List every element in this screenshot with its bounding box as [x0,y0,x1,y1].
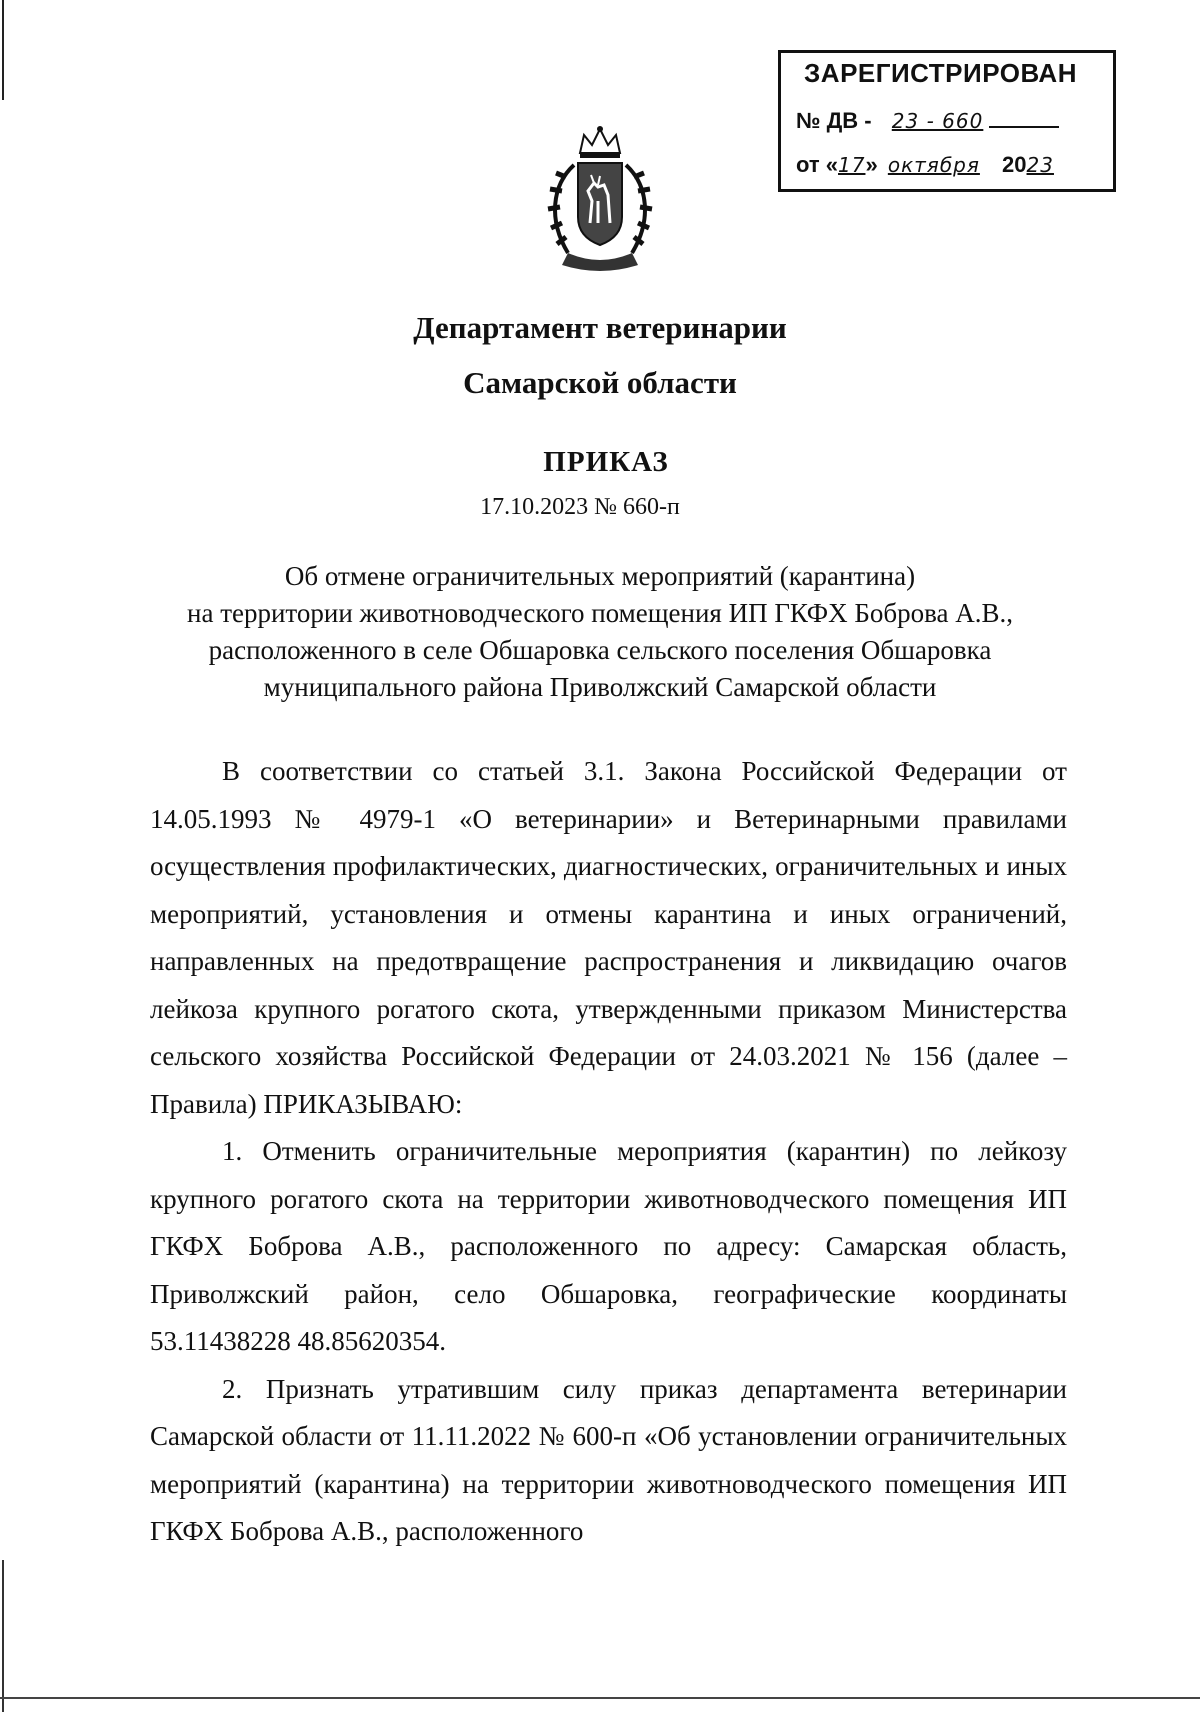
stamp-date-century: 20 [1002,152,1027,177]
stamp-date-row [796,152,1054,178]
registration-stamp [778,50,1114,190]
document-body [150,748,1067,1556]
scan-bottom-edge [0,1697,1200,1699]
document-type: ПРИКАЗ [543,446,669,478]
coat-of-arms-icon [538,125,662,275]
title-line: Об отмене ограничительных мероприятий (карантина) [284,561,916,591]
stamp-date-day: 17 [838,153,866,177]
document-title [120,558,1080,706]
stamp-number-value: 23 - 660 [891,109,984,133]
title-line: расположенного в селе Обшаровка сельского поселения Обшаровка [208,635,992,665]
scan-edge-mark [2,1560,4,1712]
stamp-date-mid: » [865,152,878,177]
department-name-line1: Департамент ветеринарии [413,310,787,345]
stamp-date-prefix: от « [796,152,839,177]
order-item-2: 2. Признать утратившим силу приказ департамента ветеринарии Самарской области от 11.11.2022 № 600-п «Об установлении ограничительных мероприятий (карантина) на территории животноводческого помещения ИП ГКФХ Боброва А.В., расположенного [150,1373,1067,1546]
order-item-1: 1. Отменить ограничительные мероприятия (карантин) по лейкозу крупного рогатого скота на территории животноводческого помещения ИП ГКФХ Боброва А.В., расположенного по адресу: Самарская область, Приволжский район, село Обшаровка, географические координаты 53.11438228 48.85620354. [150,1136,1067,1356]
coat-of-arms-emblem [538,125,662,275]
title-line: муниципального района Приволжский Самарской области [263,672,937,702]
stamp-heading: ЗАРЕГИСТРИРОВАН [804,58,1077,88]
stamp-date-month: октября [887,153,980,177]
preamble-paragraph: В соответствии со статьей 3.1. Закона Российской Федерации от 14.05.1993 № 4979-1 «О ветеринарии» и Ветеринарными правилами осуществления профилактических, диагностических, ограничительных и иных мероприятий, установления и отмены карантина и иных ограничений, направленных на предотвращение распространения и ликвидацию очагов лейкоза крупного рогатого скота, утвержденными приказом Министерства сельского хозяйства Российской Федерации от 24.03.2021 № 156 (далее – Правила) ПРИКАЗЫВАЮ: [150,756,1067,1119]
document-date-number: 17.10.2023 № 660-п [480,494,680,520]
stamp-number-row [796,108,1059,134]
scan-edge-mark [2,0,4,100]
stamp-date-year: 23 [1026,153,1054,177]
stamp-number-label: № ДВ - [796,108,872,133]
title-line: на территории животноводческого помещения ИП ГКФХ Боброва А.В., [187,598,1013,628]
department-name-line2: Самарской области [463,365,737,400]
